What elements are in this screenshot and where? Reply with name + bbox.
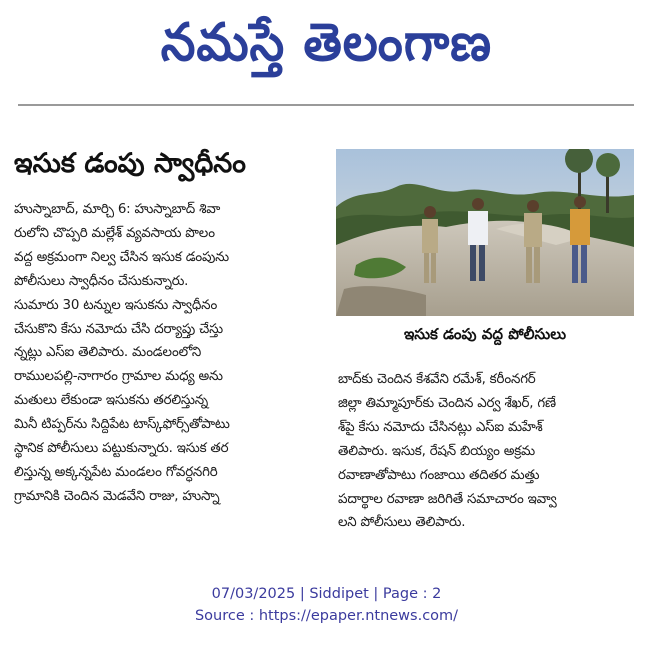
article-line: రులోని చొప్పరి మల్లేశ్ వ్యవసాయ పొలం (14, 225, 215, 241)
article-line: బాద్‌కు చెందిన కేశవేని రమేశ్, కరీంనగర్ (338, 372, 536, 387)
article-headline: ఇసుక డంపు స్వాధీనం (14, 148, 246, 179)
article-line: లిస్తున్న అక్కన్నపేట మండలం గోవర్ధనగిరి (14, 464, 218, 480)
article-line: శ్‌పై కేసు నమోదు చేసినట్లు ఎస్ఐ మహేశ్ (338, 419, 543, 435)
article-line: మతులు లేకుండా ఇసుకను తరలిస్తున్న (14, 393, 208, 409)
article-line: పదార్థాల రవాణా జరిగితే సమాచారం ఇవ్వా (338, 491, 557, 507)
footer-date-line: 07/03/2025 | Siddipet | Page : 2 (211, 586, 442, 602)
article-column-right (338, 368, 634, 535)
article-line: చేసుకొని కేసు నమోదు చేసి దర్యాప్తు చేస్తు (14, 321, 223, 337)
article-line: మినీ టిప్పర్‌ను సిద్దిపేట టాస్క్‌ఫోర్స్‌తోపాటు (14, 417, 230, 433)
article-line: న్నట్లు ఎస్ఐ తెలిపారు. మండలంలోని (14, 345, 202, 361)
article-line: వద్ద అక్రమంగా నిల్వ చేసిన ఇసుక డంపును (14, 249, 229, 265)
article-line: గ్రామానికి చెందిన మెడవేని రాజు, హుస్నా (14, 488, 220, 504)
article-line: జిల్లా తిమ్మాపూర్‌కు చెందిన ఎర్వ శేఖర్, గణే (338, 395, 556, 411)
article-line: హుస్నాబాద్, మార్చి 6: హుస్నాబాద్ శివా (14, 202, 221, 217)
news-photo (336, 149, 634, 316)
article-line: పోలీసులు స్వాధీనం చేసుకున్నారు. (14, 273, 189, 289)
photo-caption: ఇసుక డంపు వద్ద పోలీసులు (403, 325, 567, 343)
article-line: రాములపల్లి-నాగారం గ్రామాల మధ్య అను (14, 369, 223, 385)
article-line: స్థానిక పోలీసులు పట్టుకున్నారు. ఇసుక తర (14, 441, 229, 457)
article-line: తెలిపారు. ఇసుక, రేషన్ బియ్యం అక్రమ (338, 443, 535, 459)
article-line: లని పోలీసులు తెలిపారు. (338, 515, 466, 531)
masthead (0, 6, 653, 84)
article-line: సుమారు 30 టన్నుల ఇసుకను స్వాధీనం (14, 297, 218, 313)
newspaper-logo: నమస్తే తెలంగాణ (160, 13, 493, 73)
article-column-left (14, 198, 328, 509)
article-line: రవాణాతోపాటు గంజాయి తదితర మత్తు (338, 467, 540, 483)
footer-source-line: Source : https://epaper.ntnews.com/ (194, 608, 459, 624)
header-divider (18, 104, 634, 106)
